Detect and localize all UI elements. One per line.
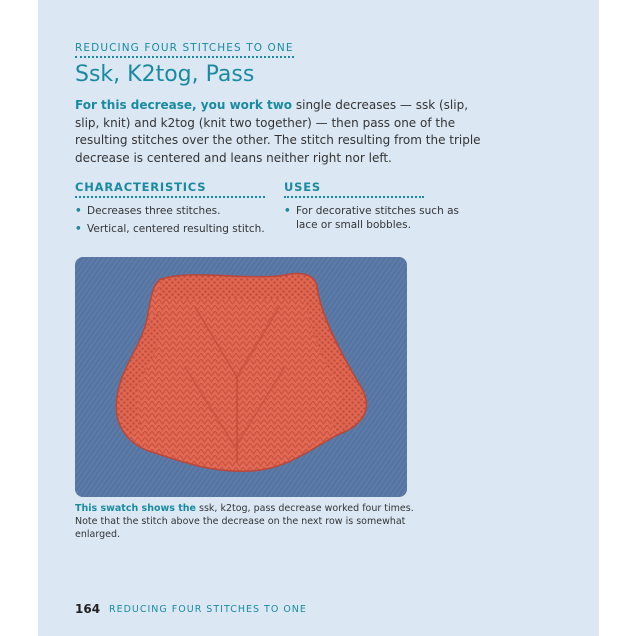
bullet-icon: •: [75, 205, 82, 217]
list-item: • For decorative stitches such as lace or small bobbles.: [284, 205, 459, 231]
caption-body: ssk, k2tog, pass decrease worked four times. Note that the stitch above the decrease on the next row is somewhat enlarged.: [75, 503, 414, 540]
characteristics-heading: CHARACTERISTICS: [75, 180, 265, 198]
list-item: • Vertical, centered resulting stitch.: [75, 223, 265, 235]
bullet-icon: •: [284, 205, 291, 217]
swatch-photo: [75, 257, 407, 497]
book-page: [38, 0, 599, 636]
page-number: 164: [75, 602, 101, 616]
bullet-icon: •: [75, 223, 82, 235]
list-item: • Decreases three stitches.: [75, 205, 221, 217]
uses-heading: USES: [284, 180, 424, 198]
intro-body: single decreases — ssk (slip, slip, knit) and k2tog (knit two together) — then pass one of the resulting stitches over the other. The stitch resulting from the triple decrease is centered and leans neither right nor left.: [75, 98, 481, 165]
intro-lead: For this decrease, you work two: [75, 98, 293, 112]
intro-paragraph: [75, 97, 485, 167]
knitted-swatch-illustration: [75, 257, 407, 497]
photo-caption: [75, 502, 415, 541]
caption-lead: This swatch shows the: [75, 503, 196, 514]
running-head: REDUCING FOUR STITCHES TO ONE: [109, 604, 307, 615]
uses-list: [284, 204, 474, 236]
characteristics-list: [75, 204, 275, 240]
page-title: Ssk, K2tog, Pass: [75, 62, 255, 87]
section-kicker: REDUCING FOUR STITCHES TO ONE: [75, 42, 294, 58]
